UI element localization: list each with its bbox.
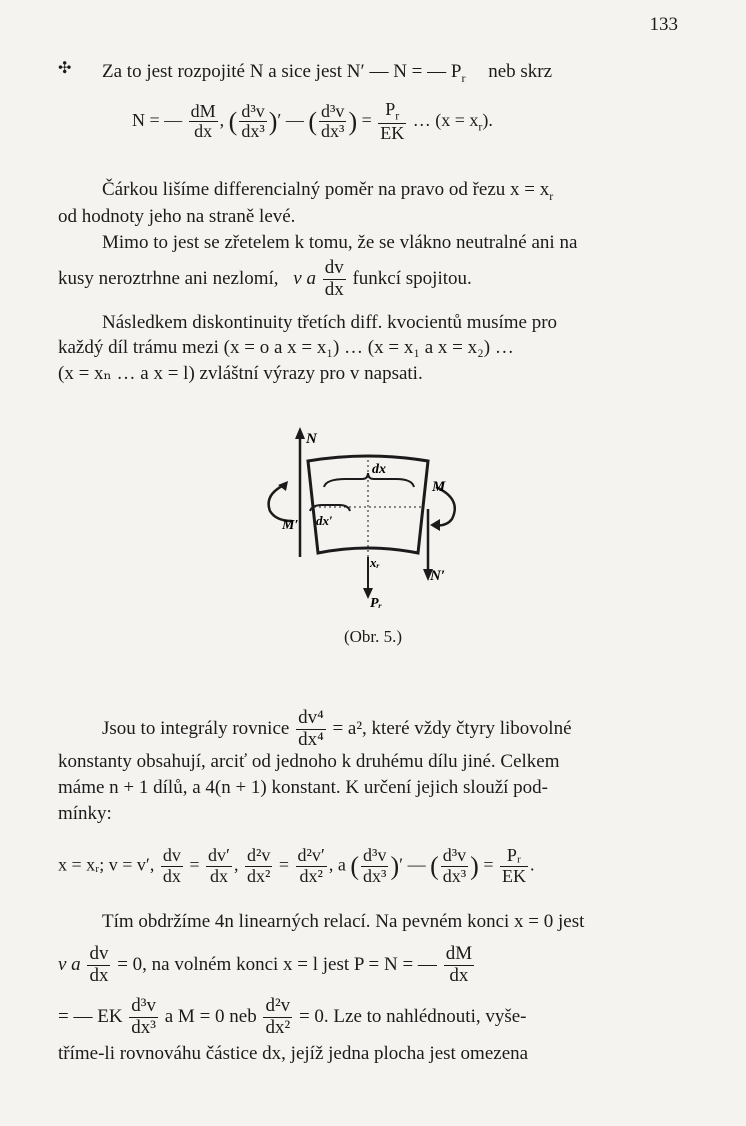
para3-line2: kusy neroztrhne ani nezlomí, v a $\frac{dv}{dx}$ funkcí spojitou.: [58, 257, 472, 300]
para5-line1: Jsou to integrály rovnice $\frac{\text{dv⁴}}{\text{dx⁴}}$ = a², které vždy čtyry libovolné: [102, 707, 572, 750]
fraction: $\frac{dv}{dx}$: [324, 257, 344, 300]
para5-line3: máme n + 1 dílů, a 4(n + 1) konstant. K určení jejich slouží pod-: [58, 777, 548, 798]
arrow-N-head: [295, 427, 305, 439]
moment-Mprime: [269, 485, 292, 521]
brace-dx: [324, 473, 414, 487]
fraction: $\frac{\text{d²v}}{\text{dx²}}$: [265, 995, 291, 1038]
equation-1: N = — $\frac{dM}{dx}$ , ( $\frac{\text{d³v}}{\text{dx³}}$ )′ — ( $\frac{\text{d³v}}{\text{dx³}}$ ) = $\frac{P_r}{EK}$ … $(x = x_r)$.: [132, 99, 493, 143]
para5-line4: mínky:: [58, 803, 112, 824]
fraction: $\frac{\text{d²v′}}{\text{dx²}}$: [297, 845, 325, 886]
moment-Mprime-head: [278, 481, 288, 491]
para1-line: Za to jest rozpojité N a sice jest N′ — N = — $P_r$ neb skrz: [102, 61, 553, 85]
fraction: $\frac{dv}{dx}$: [89, 943, 109, 986]
beam-element-figure: [250, 425, 480, 615]
fraction: $\frac{\text{d³v}}{\text{dx³}}$: [131, 995, 156, 1038]
para4-line1: Následkem diskontinuity třetích diff. kvocientů musíme pro: [102, 312, 558, 333]
para6-line3: = — EK $\frac{\text{d³v}}{\text{dx³}}$ a M = 0 neb $\frac{\text{d²v}}{\text{dx²}}$ = 0. Lze to nahlédnouti, vyše-: [58, 995, 527, 1038]
label-dxprime: dx′: [316, 513, 333, 528]
para3-line1: Mimo to jest se zřetelem k tomu, že se vlákno neutralné ani na: [102, 232, 578, 253]
label-Pr: Pᵣ: [370, 596, 382, 611]
fraction: $\frac{P_r}{EK}$: [380, 99, 405, 143]
fraction: $\frac{\text{d³v}}{\text{dx³}}$: [321, 100, 345, 142]
page-number: 133: [649, 14, 678, 35]
para4-line2: každý díl trámu mezi (x = o a x = x₁) … (x = x₁ a x = x₂) …: [58, 337, 514, 358]
fraction: $\frac{dv}{dx}$: [162, 845, 181, 886]
para6-line4: tříme-li rovnováhu částice dx, jejíž jedna plocha jest omezena: [58, 1043, 529, 1064]
fraction: $\frac{dM}{dx}$: [190, 100, 216, 142]
fraction: $\frac{\text{d³v}}{\text{dx³}}$: [442, 845, 467, 886]
fraction: $\frac{\text{d³v}}{\text{dx³}}$: [363, 845, 387, 886]
equation-2: x = xᵣ; v = v′, $\frac{dv}{dx}$ = $\frac{dv'}{dx}$ , $\frac{\text{d²v}}{\text{dx²}}$ = $\frac{\text{d²v′}}{\text{dx²}}$ , a ( $\frac{\text{d³v}}{\text{dx³}}$ )′ — ( $\frac{\text{d³v}}{\text{dx³}}$ ) = $\frac{\text{Pᵣ}}{EK}$ .: [58, 845, 535, 886]
para2-line2: od hodnoty jeho na straně levé.: [58, 206, 296, 227]
fraction: $\frac{dv'}{dx}$: [208, 845, 230, 886]
brace-dxprime: [310, 505, 350, 511]
label-dx: dx: [372, 462, 386, 477]
fraction: $\frac{\text{d³v}}{\text{dx³}}$: [241, 100, 265, 142]
label-xr: xᵣ: [370, 555, 380, 570]
para2-line1: Čárkou lišíme differencialný poměr na pravo od řezu $x = x_r$: [102, 179, 554, 203]
label-N: N: [306, 431, 317, 447]
para5-line2: konstanty obsahují, arciť od jednoho k druhému dílu jiné. Celkem: [58, 751, 560, 772]
fraction: $\frac{dM}{dx}$: [445, 943, 473, 986]
label-Mprime: M′: [282, 518, 299, 533]
figure-caption: (Obr. 5.): [343, 627, 403, 646]
label-Nprime: N′: [430, 568, 446, 584]
fraction: $\frac{\text{d²v}}{\text{dx²}}$: [246, 845, 271, 886]
para6-line1: Tím obdržíme 4n linearných relací. Na pevném konci x = 0 jest: [102, 911, 585, 932]
para6-line2: v a $\frac{dv}{dx}$ = 0, na volném konci x = l jest P = N = — $\frac{dM}{dx}$: [58, 943, 473, 986]
paragraph-marker: ✣: [58, 60, 72, 77]
fraction: $\frac{\text{Pᵣ}}{EK}$: [501, 845, 526, 886]
moment-M-head: [430, 519, 440, 531]
label-M: M: [432, 479, 446, 495]
fraction: $\frac{\text{dv⁴}}{\text{dx⁴}}$: [298, 707, 324, 750]
para4-line3: (x = xₙ … a x = l) zvláštní výrazy pro v napsati.: [58, 363, 423, 384]
